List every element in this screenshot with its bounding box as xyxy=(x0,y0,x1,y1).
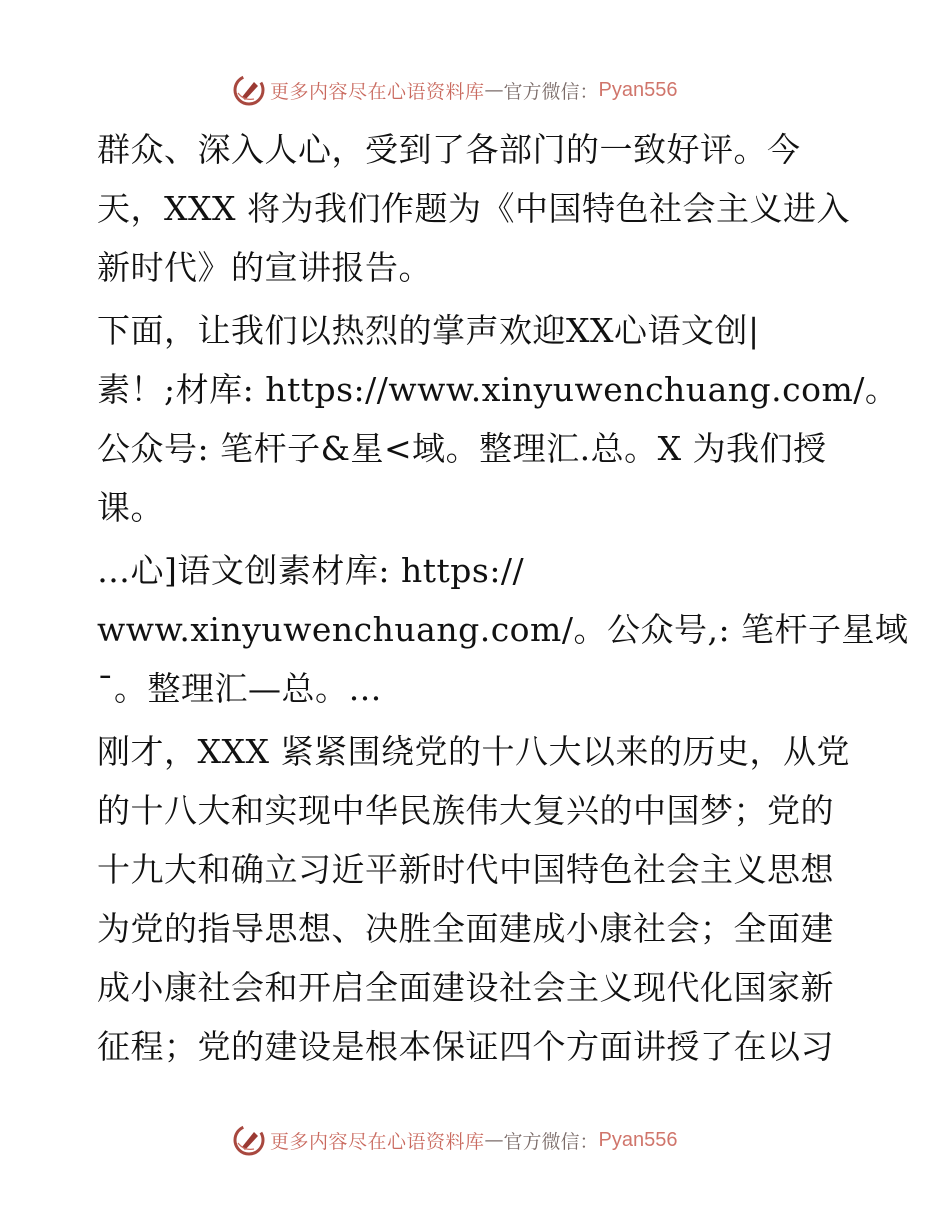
pen-nib-logo-icon xyxy=(232,73,266,107)
banner-dash: — xyxy=(484,79,504,101)
pen-nib-logo-icon xyxy=(232,1123,266,1157)
text-line: 新时代》的宣讲报告。 xyxy=(97,248,432,287)
text-line: …心]语文创素材库: https:// xyxy=(97,551,525,590)
paragraph-3 xyxy=(97,541,909,718)
paragraph-1 xyxy=(97,120,857,297)
text-line: 征程；党的建设是根本保证四个方面讲授了在以习 xyxy=(97,1027,834,1066)
paragraph-4 xyxy=(97,722,857,1076)
text-line: 刚才，XXX 紧紧围绕党的十八大以来的历史，从党 xyxy=(97,732,850,771)
text-line: 十九大和确立习近平新时代中国特色社会主义思想 xyxy=(97,850,834,889)
text-line: 素！;材库: https://www.xinyuwenchuang.com/。 xyxy=(97,370,899,409)
banner-wechat-label: 官方微信： xyxy=(503,1130,599,1153)
header-banner xyxy=(232,70,678,110)
text-line: 公众号: 笔杆子&星<域。整理汇.总。X 为我们授 xyxy=(97,429,827,468)
banner-slogan: 更多内容尽在心语资料库 xyxy=(270,80,485,103)
text-line: 群众、深入人心，受到了各部门的一致好评。今 xyxy=(97,130,801,169)
banner-slogan: 更多内容尽在心语资料库 xyxy=(270,1130,485,1153)
text-line: 天，XXX 将为我们作题为《中国特色社会主义进入 xyxy=(97,189,850,228)
document-body xyxy=(97,120,909,1080)
footer-banner xyxy=(232,1120,678,1160)
text-line: 的十八大和实现中华民族伟大复兴的中国梦；党的 xyxy=(97,791,834,830)
text-line: ˉ。整理汇—总。… xyxy=(97,669,382,708)
banner-wechat-label: 官方微信： xyxy=(503,80,599,103)
banner-wechat-id: Pyan556 xyxy=(598,1128,678,1151)
text-line: 课。 xyxy=(97,488,164,527)
text-line: www.xinyuwenchuang.com/。公众号,: 笔杆子星域 xyxy=(97,610,909,649)
banner-wechat-id: Pyan556 xyxy=(598,78,678,101)
banner-dash: — xyxy=(484,1129,504,1151)
text-line: 下面，让我们以热烈的掌声欢迎XX心语文创| xyxy=(97,311,760,350)
paragraph-2 xyxy=(97,301,899,537)
text-line: 成小康社会和开启全面建设社会主义现代化国家新 xyxy=(97,968,834,1007)
text-line: 为党的指导思想、决胜全面建成小康社会；全面建 xyxy=(97,909,834,948)
